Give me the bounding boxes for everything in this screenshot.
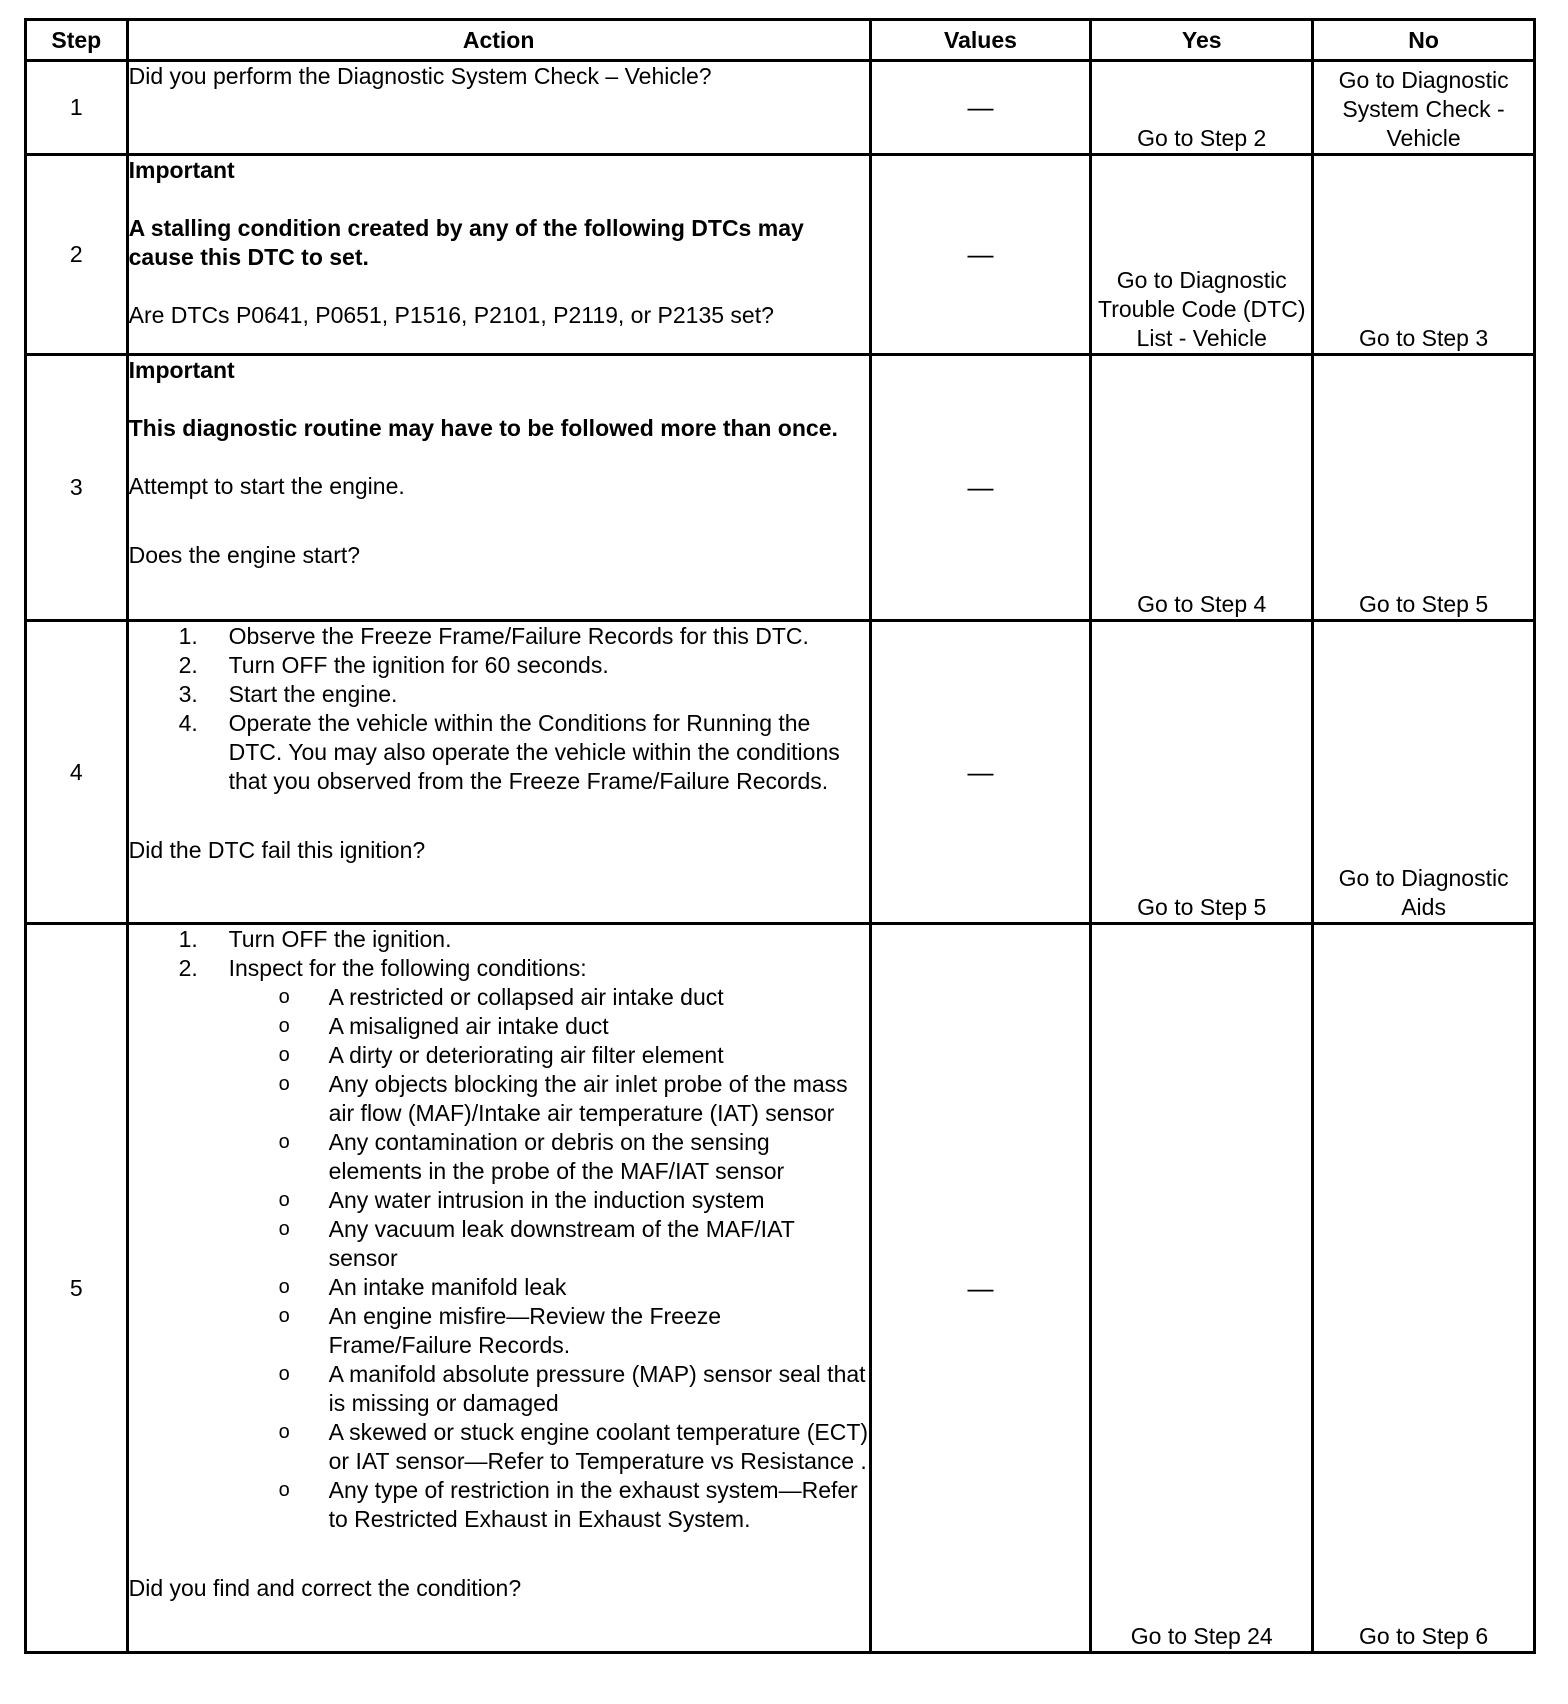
header-no: No (1313, 20, 1535, 61)
action-instruction: Attempt to start the engine. (128, 473, 405, 499)
bullet-icon: o (278, 1073, 290, 1095)
value-cell: — (870, 61, 1091, 155)
numbered-steps (129, 925, 869, 1534)
value-cell: — (870, 155, 1091, 355)
important-text: This diagnostic routine may have to be followed more than once. (128, 415, 838, 441)
condition-item (229, 983, 869, 1012)
condition-item (229, 1070, 869, 1128)
condition-item (229, 1012, 869, 1041)
table-header-row (26, 20, 1535, 61)
bullet-icon: o (278, 1189, 290, 1211)
numbered-step (129, 651, 869, 680)
action-question: Are DTCs P0641, P0651, P1516, P2101, P2119, or P2135 set? (128, 302, 774, 328)
step-text: Inspect for the following conditions: (228, 955, 587, 981)
action-question: Did the DTC fail this ignition? (128, 837, 426, 863)
step-number: 4 (26, 621, 128, 924)
bullet-icon: o (278, 986, 290, 1008)
numbered-step (129, 925, 869, 954)
table-row-step-3 (26, 355, 1535, 621)
bullet-icon: o (278, 1479, 290, 1501)
step-text: Observe the Freeze Frame/Failure Records for this DTC. (228, 623, 809, 649)
yes-cell: Go to Step 5 (1091, 621, 1313, 924)
condition-text: A dirty or deteriorating air filter element (328, 1042, 724, 1068)
action-cell (127, 155, 870, 355)
condition-item (229, 1302, 869, 1360)
table-row-step-1 (26, 61, 1535, 155)
diagnostic-page (24, 18, 1536, 1654)
important-heading: Important (128, 357, 235, 383)
condition-item (229, 1273, 869, 1302)
value-cell: — (870, 621, 1091, 924)
numbered-step (129, 680, 869, 709)
numbered-step (129, 709, 869, 796)
step-text: Operate the vehicle within the Conditions for Running the DTC. You may also operate the vehicle within the conditions that you observed from the Freeze Frame/Failure Records. (228, 710, 840, 794)
condition-item (229, 1476, 869, 1534)
numbered-step (129, 622, 869, 651)
no-cell: Go to Diagnostic Aids (1313, 621, 1535, 924)
diagnostic-table (24, 18, 1536, 1654)
step-number: 3 (26, 355, 128, 621)
bullet-icon: o (278, 1131, 290, 1153)
header-values: Values (870, 20, 1091, 61)
condition-text: Any type of restriction in the exhaust system—Refer to Restricted Exhaust in Exhaust System. (328, 1477, 858, 1532)
yes-cell: Go to Diagnostic Trouble Code (DTC) List - Vehicle (1091, 155, 1313, 355)
header-yes: Yes (1091, 20, 1313, 61)
action-cell (127, 61, 870, 155)
important-text: A stalling condition created by any of the following DTCs may cause this DTC to set. (128, 215, 804, 270)
bullet-icon: o (278, 1015, 290, 1037)
step-number: 1 (26, 61, 128, 155)
condition-text: A misaligned air intake duct (328, 1013, 609, 1039)
important-heading: Important (128, 157, 235, 183)
no-cell: Go to Step 3 (1313, 155, 1535, 355)
condition-text: Any contamination or debris on the sensing elements in the probe of the MAF/IAT sensor (328, 1129, 785, 1184)
condition-item (229, 1215, 869, 1273)
condition-text: An intake manifold leak (328, 1274, 567, 1300)
step-index: 2. (178, 955, 198, 981)
condition-text: A skewed or stuck engine coolant temperature (ECT) or IAT sensor—Refer to Temperature vs Resistance . (328, 1419, 869, 1474)
action-question: Did you perform the Diagnostic System Check – Vehicle? (128, 63, 712, 89)
condition-text: Any objects blocking the air inlet probe of the mass air flow (MAF)/Intake air temperature (IAT) sensor (328, 1071, 848, 1126)
bullet-icon: o (278, 1044, 290, 1066)
step-number: 5 (26, 924, 128, 1653)
step-index: 1. (178, 926, 198, 952)
condition-item (229, 1128, 869, 1186)
bullet-icon: o (278, 1421, 290, 1443)
condition-item (229, 1418, 869, 1476)
value-cell: — (870, 355, 1091, 621)
yes-cell: Go to Step 4 (1091, 355, 1313, 621)
table-row-step-2 (26, 155, 1535, 355)
bullet-icon: o (278, 1363, 290, 1385)
action-cell (127, 355, 870, 621)
condition-text: Any water intrusion in the induction system (328, 1187, 765, 1213)
yes-cell: Go to Step 2 (1091, 61, 1313, 155)
value-cell: — (870, 924, 1091, 1653)
step-text: Turn OFF the ignition. (228, 926, 452, 952)
condition-item (229, 1360, 869, 1418)
no-cell: Go to Step 6 (1313, 924, 1535, 1653)
condition-text: A restricted or collapsed air intake duct (328, 984, 724, 1010)
bullet-icon: o (278, 1276, 290, 1298)
step-index: 4. (178, 710, 198, 736)
condition-text: An engine misfire—Review the Freeze Frame/Failure Records. (328, 1303, 722, 1358)
step-index: 1. (178, 623, 198, 649)
header-action: Action (127, 20, 870, 61)
step-index: 2. (178, 652, 198, 678)
condition-text: A manifold absolute pressure (MAP) sensor seal that is missing or damaged (328, 1361, 866, 1416)
table-row-step-5 (26, 924, 1535, 1653)
condition-item (229, 1041, 869, 1070)
condition-text: Any vacuum leak downstream of the MAF/IAT sensor (328, 1216, 795, 1271)
yes-cell: Go to Step 24 (1091, 924, 1313, 1653)
header-step: Step (26, 20, 128, 61)
step-number: 2 (26, 155, 128, 355)
bullet-icon: o (278, 1218, 290, 1240)
no-cell: Go to Step 5 (1313, 355, 1535, 621)
condition-item (229, 1186, 869, 1215)
action-question: Did you find and correct the condition? (128, 1575, 522, 1601)
step-index: 3. (178, 681, 198, 707)
numbered-steps (129, 622, 869, 796)
bullet-icon: o (278, 1305, 290, 1327)
table-row-step-4 (26, 621, 1535, 924)
step-text: Start the engine. (228, 681, 398, 707)
action-cell (127, 924, 870, 1653)
action-cell (127, 621, 870, 924)
condition-list (229, 983, 869, 1534)
numbered-step (129, 954, 869, 1534)
no-cell: Go to Diagnostic System Check - Vehicle (1313, 61, 1535, 155)
step-text: Turn OFF the ignition for 60 seconds. (228, 652, 609, 678)
action-question: Does the engine start? (128, 542, 361, 568)
